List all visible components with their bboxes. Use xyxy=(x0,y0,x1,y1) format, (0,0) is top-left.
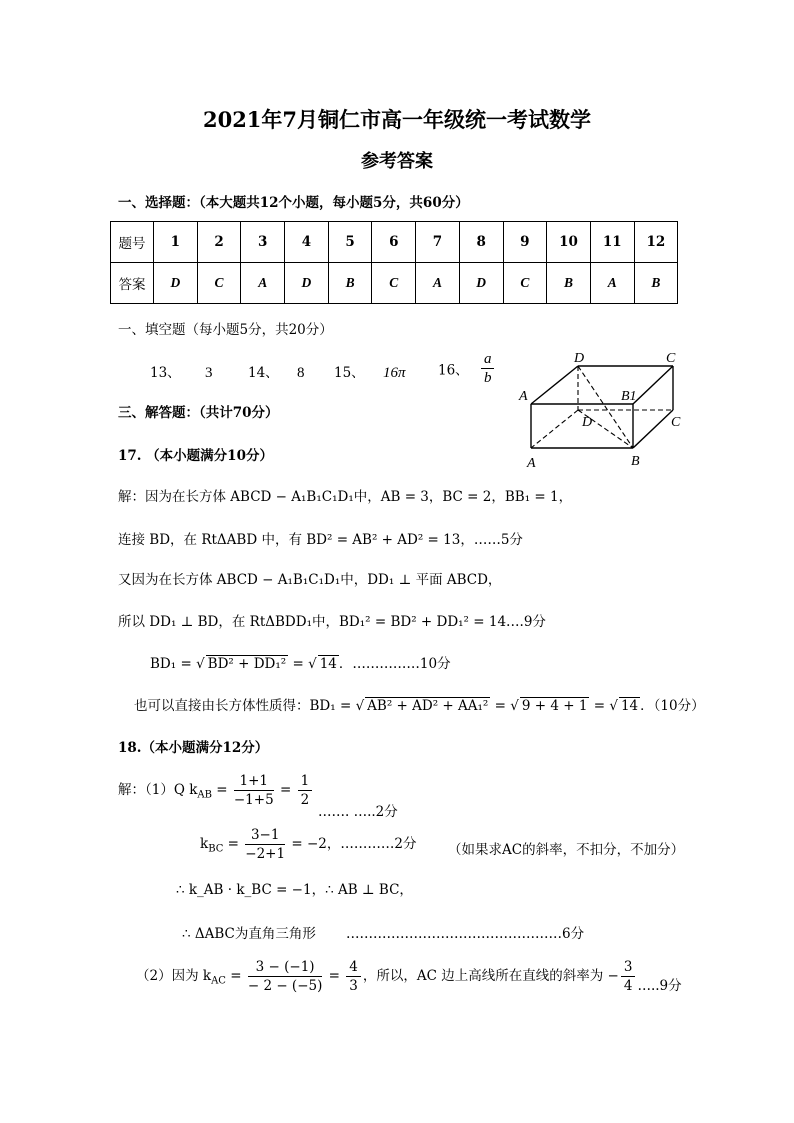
q17-line3: 又因为在长方体 ABCD − A₁B₁C₁D₁中，DD₁ ⊥ 平面 ABCD， xyxy=(118,572,502,588)
table-row-answers xyxy=(111,263,678,304)
fraction-numerator: 3−1 xyxy=(245,826,285,845)
cuboid-figure xyxy=(515,348,685,474)
hidden-edge xyxy=(531,410,578,448)
table-row-numbers xyxy=(111,222,678,263)
fraction-denominator: b xyxy=(483,370,492,386)
section3-heading: 三、解答题：（共计70分） xyxy=(118,405,279,421)
q17-line4: 所以 DD₁ ⊥ BD，在 RtΔBDD₁中，BD₁² = BD² + DD₁² = 14….9分 xyxy=(118,614,546,630)
answer-cell: C xyxy=(372,263,416,304)
diagonal-bd1 xyxy=(578,366,633,448)
formula-part: = xyxy=(288,656,309,672)
fill-item-number: 14、 xyxy=(248,365,279,381)
fill-item-16 xyxy=(438,350,496,387)
formula-part: = xyxy=(328,968,345,984)
fill-item-13 xyxy=(150,361,212,382)
answer-cell: B xyxy=(547,263,591,304)
sqrt-radicand: 14 xyxy=(319,656,337,672)
row-label-question: 题号 xyxy=(111,222,154,263)
vertex-label: A xyxy=(519,389,528,404)
q18-line4-score: …………………………………………6分 xyxy=(346,926,585,942)
score-note: ．……………10分 xyxy=(338,656,451,672)
q18-line4: ∴ ΔABC为直角三角形 xyxy=(182,926,316,942)
subscript: AC xyxy=(211,975,226,987)
fill-item-number: 13、 xyxy=(150,365,181,381)
q17-heading: 17. （本小题满分10分） xyxy=(118,448,273,464)
subscript: AB xyxy=(197,789,212,801)
answer-cell: A xyxy=(241,263,285,304)
formula-part: 也可以直接由长方体性质得：BD₁ = xyxy=(134,698,356,714)
edge xyxy=(531,366,578,404)
formula-part: = −2，…………2分 xyxy=(287,836,417,852)
formula-part: = xyxy=(225,968,246,984)
sqrt-radicand: 9 + 4 + 1 xyxy=(521,698,588,714)
fraction-numerator: 1+1 xyxy=(234,772,274,791)
answer-cell: D xyxy=(459,263,503,304)
question-number: 7 xyxy=(416,222,460,263)
fraction-numerator: a xyxy=(481,350,495,369)
row-label-answer: 答案 xyxy=(111,263,154,304)
formula-part: = xyxy=(279,782,296,798)
question-number: 2 xyxy=(197,222,241,263)
fraction xyxy=(621,958,636,995)
fraction-denominator: − 2 − (−5) xyxy=(247,978,323,994)
fraction-numerator: 3 − (−1) xyxy=(248,958,323,977)
fraction-denominator: −1+5 xyxy=(233,792,274,808)
question-number: 4 xyxy=(285,222,329,263)
question-number: 10 xyxy=(547,222,591,263)
fill-item-number: 15、 xyxy=(334,365,365,381)
answer-cell: D xyxy=(285,263,329,304)
question-number: 6 xyxy=(372,222,416,263)
formula-part: k xyxy=(200,836,209,852)
question-number: 9 xyxy=(503,222,547,263)
score-note: …..9分 xyxy=(637,978,682,994)
question-number: 11 xyxy=(590,222,634,263)
fill-item-answer: 3 xyxy=(204,365,213,381)
fraction-denominator: 2 xyxy=(300,792,310,808)
vertex-label: D xyxy=(582,415,593,430)
answer-cell: D xyxy=(154,263,198,304)
q18-line3: ∴ k_AB · k_BC = −1，∴ AB ⊥ BC， xyxy=(176,882,413,898)
formula-part: = xyxy=(223,836,244,852)
fill-item-15 xyxy=(334,361,406,382)
fraction xyxy=(298,772,313,809)
formula-part: 解：（1）Q k xyxy=(118,782,198,798)
fill-item-answer: 8 xyxy=(296,365,305,381)
formula-part: BD₁ = xyxy=(150,656,197,672)
q18-part2 xyxy=(200,826,416,863)
fraction-numerator: 3 xyxy=(621,958,636,977)
sqrt-radicand: AB² + AD² + AA₁² xyxy=(367,698,489,714)
fill-item-answer: 16π xyxy=(382,365,406,381)
fraction-denominator: 4 xyxy=(623,978,633,994)
fraction-numerator: 4 xyxy=(346,958,361,977)
page-title: 2021年7月铜仁市高一年级统一考试数学 xyxy=(202,107,592,132)
q18-heading: 18.（本小题满分12分） xyxy=(118,740,269,756)
vertex-label: A xyxy=(527,456,536,471)
edge xyxy=(633,366,673,404)
answer-table xyxy=(110,221,678,304)
question-number: 5 xyxy=(328,222,372,263)
vertex-label: D xyxy=(574,351,585,366)
question-number: 8 xyxy=(459,222,503,263)
fill-item-14 xyxy=(248,361,304,382)
fill-item-number: 16、 xyxy=(438,362,469,379)
section2-heading: 一、填空题（每小题5分，共20分） xyxy=(118,322,333,338)
edge xyxy=(633,410,673,448)
formula-part: = xyxy=(490,698,511,714)
q17-line6: 也可以直接由长方体性质得：BD₁ = √ AB² + AD² + AA₁² = √ 9 + 4 + 1 = √ 14 ．（10分） xyxy=(134,698,705,714)
fill-item-answer-fraction xyxy=(481,350,495,387)
vertex-label: B1 xyxy=(621,389,637,404)
q18-part-2 xyxy=(136,958,682,995)
fraction xyxy=(346,958,361,995)
fraction xyxy=(234,772,274,809)
sqrt-radicand: 14 xyxy=(620,698,639,714)
formula-part: = xyxy=(211,782,232,798)
subscript: BC xyxy=(208,843,224,855)
section1-heading: 一、选择题：（本大题共12个小题，每小题5分，共60分） xyxy=(118,195,469,211)
q18-part1-score: ……. …..2分 xyxy=(318,804,398,820)
vertex-label: C xyxy=(671,415,681,430)
score-note: ．（10分） xyxy=(640,698,705,714)
q18-part1 xyxy=(118,772,314,809)
fraction-numerator: 1 xyxy=(298,772,313,791)
question-number: 12 xyxy=(634,222,678,263)
formula-part: = xyxy=(589,698,610,714)
answer-cell: A xyxy=(416,263,460,304)
fraction-denominator: −2+1 xyxy=(245,846,286,862)
question-number: 3 xyxy=(241,222,285,263)
page-subtitle: 参考答案 xyxy=(361,151,433,172)
formula-part: ，所以，AC 边上高线所在直线的斜率为 − xyxy=(362,968,619,984)
q17-line5: BD₁ = √ BD² + DD₁² = √ 14 ．……………10分 xyxy=(150,656,451,672)
fraction xyxy=(245,826,285,863)
fraction xyxy=(248,958,323,995)
q17-line1: 解：因为在长方体 ABCD − A₁B₁C₁D₁中，AB = 3，BC = 2，BB₁ = 1， xyxy=(118,489,573,505)
answer-cell: C xyxy=(197,263,241,304)
answer-cell: A xyxy=(590,263,634,304)
vertex-label: B xyxy=(631,454,640,469)
fraction-denominator: 3 xyxy=(349,978,358,994)
q18-part2-note: （如果求AC的斜率，不扣分，不加分） xyxy=(448,842,685,858)
sqrt-radicand: BD² + DD₁² xyxy=(207,656,287,672)
answer-cell: B xyxy=(634,263,678,304)
answer-cell: C xyxy=(503,263,547,304)
answer-cell: B xyxy=(328,263,372,304)
question-number: 1 xyxy=(154,222,198,263)
formula-part: （2）因为 k xyxy=(136,968,212,984)
vertex-label: C xyxy=(666,351,676,366)
q17-line2: 连接 BD，在 RtΔABD 中，有 BD² = AB² + AD² = 13，……5分 xyxy=(118,532,523,548)
